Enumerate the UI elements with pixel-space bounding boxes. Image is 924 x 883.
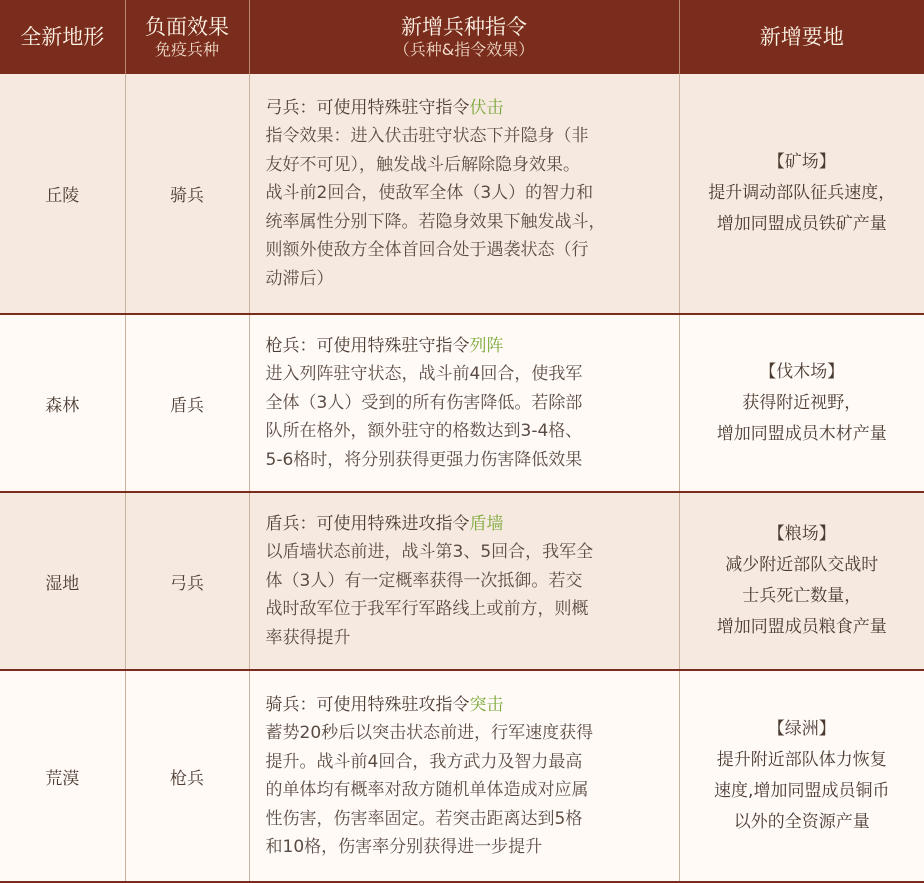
terrain-cell: 丘陵 — [0, 74, 125, 314]
command-line: 以盾墙状态前进，战斗第3、5回合，我军全 — [265, 542, 594, 563]
command-line: 则额外使敌方全体首回合处于遇袭状态（行 — [265, 240, 589, 261]
header-landmark: 新增要地 — [679, 0, 924, 74]
landmark-title: 【矿场】 — [767, 152, 836, 172]
header-command: 新增兵种指令 （兵种&指令效果） — [249, 0, 679, 74]
landmark-title: 【绿洲】 — [767, 719, 836, 739]
landmark-line: 获得附近视野， — [742, 392, 862, 413]
command-line: 的单体均有概率对敌方随机单体造成对应属 — [265, 780, 589, 800]
command-line: 蓄势20秒后以突击状态前进，行军速度获得 — [265, 723, 594, 743]
landmark-line: 以外的全资源产量 — [733, 812, 870, 832]
landmark-line: 增加同盟成员木材产量 — [716, 423, 887, 444]
command-line: 进入列阵驻守状态，战斗前4回合，使我军 — [265, 364, 583, 385]
command-line: 性伤害，伤害率固定。若突击距离达到5格 — [265, 808, 583, 829]
command-cell — [249, 314, 679, 492]
landmark-line: 增加同盟成员铁矿产量 — [716, 214, 887, 234]
command-line: 动滞后） — [265, 268, 334, 289]
command-line: 战时敌军位于我军行军路线上或前方，则概 — [265, 599, 589, 620]
landmark-line: 士兵死亡数量， — [742, 586, 862, 606]
command-name: 突击 — [469, 694, 504, 715]
command-title: 骑兵：可使用特殊驻攻指令突击 — [265, 694, 504, 715]
terrain-cell: 湿地 — [0, 492, 125, 670]
command-line: 5-6格时，将分别获得更强力伤害降低效果 — [265, 449, 583, 470]
command-name: 列阵 — [469, 335, 504, 356]
header-terrain: 全新地形 — [0, 0, 125, 74]
command-name: 伏击 — [469, 97, 504, 118]
terrain-cell: 森林 — [0, 314, 125, 492]
terrain-cell: 荒漠 — [0, 670, 125, 882]
header-row — [0, 0, 924, 74]
command-line: 队所在格外，额外驻守的格数达到3-4格、 — [265, 421, 583, 442]
command-title: 弓兵：可使用特殊驻守指令伏击 — [265, 97, 504, 118]
landmark-line: 提升调动部队征兵速度， — [708, 183, 896, 203]
table-row — [0, 670, 924, 882]
landmark-title: 【粮场】 — [767, 524, 836, 544]
immune-cell: 盾兵 — [125, 314, 249, 492]
command-line: 提升。战斗前4回合，我方武力及智力最高 — [265, 751, 583, 772]
command-cell — [249, 670, 679, 882]
command-line: 指令效果：进入伏击驻守状态下并隐身（非 — [265, 126, 589, 147]
command-line: 体（3人）有一定概率获得一次抵御。若交 — [265, 570, 583, 591]
command-title: 枪兵：可使用特殊驻守指令列阵 — [265, 335, 504, 356]
landmark-line: 提升附近部队体力恢复 — [716, 750, 887, 770]
table-row — [0, 314, 924, 492]
table-row — [0, 74, 924, 314]
landmark-line: 增加同盟成员粮食产量 — [716, 617, 887, 637]
command-cell — [249, 74, 679, 314]
landmark-cell — [679, 314, 924, 492]
landmark-cell — [679, 492, 924, 670]
immune-cell: 骑兵 — [125, 74, 249, 314]
header-debuff: 负面效果 免疫兵种 — [125, 0, 249, 74]
command-line: 全体（3人）受到的所有伤害降低。若除部 — [265, 392, 583, 413]
command-line: 战斗前2回合，使敌军全体（3人）的智力和 — [265, 183, 594, 204]
immune-cell: 弓兵 — [125, 492, 249, 670]
command-title: 盾兵：可使用特殊进攻指令盾墙 — [265, 513, 504, 534]
command-name: 盾墙 — [469, 513, 504, 534]
command-line: 率获得提升 — [265, 627, 351, 648]
command-line: 和10格，伤害率分别获得进一步提升 — [265, 837, 543, 857]
table-row — [0, 492, 924, 670]
landmark-line: 减少附近部队交战时 — [725, 555, 879, 575]
landmark-cell — [679, 670, 924, 882]
command-line: 友好不可见），触发战斗后解除隐身效果。 — [265, 154, 580, 175]
immune-cell: 枪兵 — [125, 670, 249, 882]
command-cell — [249, 492, 679, 670]
command-line: 统率属性分别下降。若隐身效果下触发战斗， — [265, 211, 606, 232]
landmark-title: 【伐木场】 — [759, 361, 845, 382]
landmark-line: 速度,增加同盟成员铜币 — [714, 781, 890, 801]
landmark-cell — [679, 74, 924, 314]
